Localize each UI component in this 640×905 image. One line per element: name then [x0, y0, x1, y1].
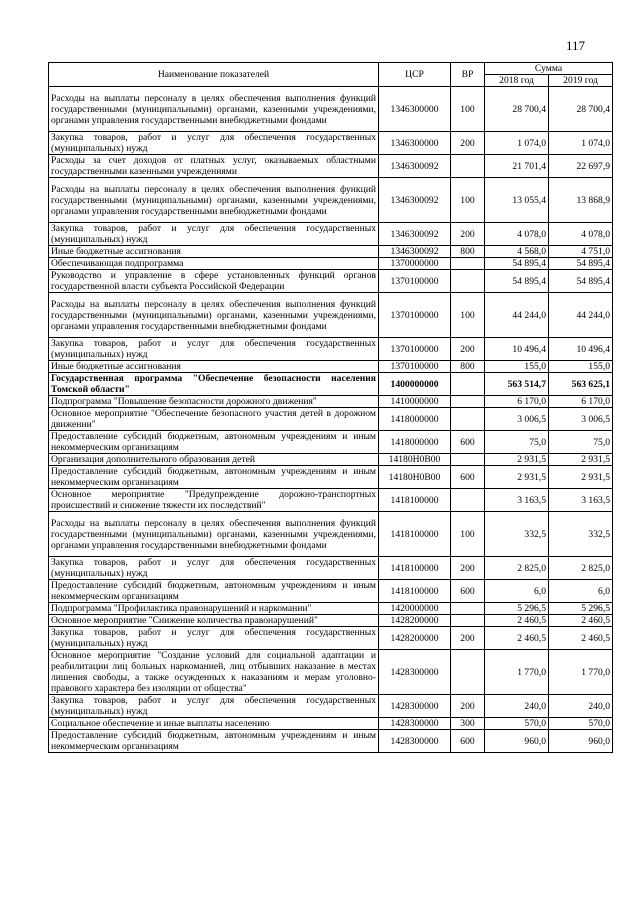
- row-sum-2019: 13 868,9: [549, 178, 613, 223]
- row-sum-2018: 563 514,7: [485, 373, 549, 396]
- row-sum-2019: 3 163,5: [549, 489, 613, 512]
- row-sum-2019: 2 931,5: [549, 454, 613, 466]
- row-vr: 200: [451, 627, 485, 650]
- row-csr: 1420000000: [379, 603, 451, 615]
- row-vr: 600: [451, 580, 485, 603]
- table-row: [49, 155, 613, 178]
- row-csr: 1428200000: [379, 615, 451, 627]
- table-row: [49, 603, 613, 615]
- row-csr: 1418100000: [379, 512, 451, 557]
- row-sum-2019: 28 700,4: [549, 87, 613, 132]
- row-sum-2019: 570,0: [549, 718, 613, 730]
- row-name: Закупка товаров, работ и услуг для обеспечения государственных (муниципальных) нужд: [49, 338, 379, 361]
- row-sum-2019: 2 460,5: [549, 627, 613, 650]
- row-csr: 14180Н0В00: [379, 454, 451, 466]
- table-row: [49, 615, 613, 627]
- row-csr: 1428300000: [379, 718, 451, 730]
- table-row: [49, 466, 613, 489]
- row-csr: 1346300092: [379, 155, 451, 178]
- table-row: [49, 223, 613, 246]
- row-sum-2018: 1 770,0: [485, 650, 549, 695]
- row-name: Расходы на выплаты персоналу в целях обеспечения выполнения функций государственными (муниципальными) органами, казенными учреждениями, органами управления государственными внебюджетными фондами: [49, 178, 379, 223]
- row-vr: 200: [451, 695, 485, 718]
- row-sum-2019: 2 825,0: [549, 557, 613, 580]
- table-row: [49, 258, 613, 270]
- row-sum-2019: 6 170,0: [549, 396, 613, 408]
- table-body: [49, 87, 613, 753]
- row-csr: 1428300000: [379, 730, 451, 753]
- row-csr: 1346300092: [379, 246, 451, 258]
- row-sum-2018: 3 163,5: [485, 489, 549, 512]
- table-row: [49, 695, 613, 718]
- row-csr: 1428300000: [379, 650, 451, 695]
- row-name: Иные бюджетные ассигнования: [49, 361, 379, 373]
- row-name: Расходы на выплаты персоналу в целях обеспечения выполнения функций государственными (муниципальными) органами, казенными учреждениями, органами управления государственными внебюджетными фондами: [49, 293, 379, 338]
- table-row: [49, 270, 613, 293]
- row-csr: 1418100000: [379, 489, 451, 512]
- row-sum-2019: 563 625,1: [549, 373, 613, 396]
- row-sum-2019: 240,0: [549, 695, 613, 718]
- row-sum-2018: 3 006,5: [485, 408, 549, 431]
- row-vr: 200: [451, 557, 485, 580]
- row-vr: 100: [451, 87, 485, 132]
- row-sum-2018: 28 700,4: [485, 87, 549, 132]
- table-row: [49, 338, 613, 361]
- row-vr: [451, 650, 485, 695]
- table-row: [49, 627, 613, 650]
- table-row: [49, 246, 613, 258]
- row-sum-2018: 1 074,0: [485, 132, 549, 155]
- row-csr: 1400000000: [379, 373, 451, 396]
- row-sum-2019: 10 496,4: [549, 338, 613, 361]
- row-sum-2019: 6,0: [549, 580, 613, 603]
- page-number: 117: [566, 38, 586, 53]
- table-row: [49, 178, 613, 223]
- row-csr: 1370100000: [379, 270, 451, 293]
- row-vr: 100: [451, 178, 485, 223]
- row-csr: 1346300000: [379, 132, 451, 155]
- row-sum-2019: 54 895,4: [549, 258, 613, 270]
- row-name: Основное мероприятие "Обеспечение безопасного участия детей в дорожном движении": [49, 408, 379, 431]
- row-name: Расходы на выплаты персоналу в целях обеспечения выполнения функций государственными (муниципальными) органами, казенными учреждениями, органами управления государственными внебюджетными фондами: [49, 87, 379, 132]
- row-name: Основное мероприятие "Создание условий для социальной адаптации и реабилитации лиц больных наркоманией, лиц отбывших наказание в местах лишения свободы, а также осужденных к наказаниям и мерам уголовно-правового характера без изоляции от общества": [49, 650, 379, 695]
- row-vr: [451, 258, 485, 270]
- row-vr: [451, 270, 485, 293]
- row-name: Закупка товаров, работ и услуг для обеспечения государственных (муниципальных) нужд: [49, 132, 379, 155]
- row-sum-2018: 2 931,5: [485, 466, 549, 489]
- row-sum-2018: 44 244,0: [485, 293, 549, 338]
- row-sum-2019: 4 078,0: [549, 223, 613, 246]
- row-vr: [451, 489, 485, 512]
- table-row: [49, 557, 613, 580]
- row-name: Предоставление субсидий бюджетным, автономным учреждениям и иным некоммерческим организациям: [49, 431, 379, 454]
- row-sum-2018: 13 055,4: [485, 178, 549, 223]
- row-sum-2019: 960,0: [549, 730, 613, 753]
- row-name: Обеспечивающая подпрограмма: [49, 258, 379, 270]
- table-row: [49, 396, 613, 408]
- table-row: [49, 580, 613, 603]
- row-sum-2018: 960,0: [485, 730, 549, 753]
- row-name: Иные бюджетные ассигнования: [49, 246, 379, 258]
- row-sum-2018: 332,5: [485, 512, 549, 557]
- row-vr: 200: [451, 338, 485, 361]
- header-year-2019: 2019 год: [549, 75, 613, 87]
- header-year-2018: 2018 год: [485, 75, 549, 87]
- row-sum-2019: 3 006,5: [549, 408, 613, 431]
- row-sum-2018: 2 931,5: [485, 454, 549, 466]
- row-sum-2019: 22 697,9: [549, 155, 613, 178]
- row-name: Руководство и управление в сфере установленных функций органов государственной власти субъекта Российской Федерации: [49, 270, 379, 293]
- row-sum-2019: 54 895,4: [549, 270, 613, 293]
- row-vr: 100: [451, 512, 485, 557]
- row-name: Организация дополнительного образования детей: [49, 454, 379, 466]
- row-vr: [451, 408, 485, 431]
- table-row: [49, 132, 613, 155]
- row-csr: 1346300092: [379, 178, 451, 223]
- row-sum-2019: 4 751,0: [549, 246, 613, 258]
- table-row: [49, 361, 613, 373]
- header-name: Наименование показателей: [49, 63, 379, 87]
- row-csr: 1428200000: [379, 627, 451, 650]
- row-name: Закупка товаров, работ и услуг для обеспечения государственных (муниципальных) нужд: [49, 223, 379, 246]
- row-vr: [451, 454, 485, 466]
- row-csr: 14180Н0В00: [379, 466, 451, 489]
- row-vr: 600: [451, 431, 485, 454]
- row-sum-2018: 54 895,4: [485, 258, 549, 270]
- row-name: Закупка товаров, работ и услуг для обеспечения государственных (муниципальных) нужд: [49, 695, 379, 718]
- row-name: Государственная программа "Обеспечение безопасности населения Томской области": [49, 373, 379, 396]
- row-vr: 200: [451, 223, 485, 246]
- row-sum-2018: 54 895,4: [485, 270, 549, 293]
- row-sum-2018: 4 078,0: [485, 223, 549, 246]
- row-vr: 100: [451, 293, 485, 338]
- row-sum-2018: 240,0: [485, 695, 549, 718]
- header-vr: ВР: [451, 63, 485, 87]
- row-sum-2018: 4 568,0: [485, 246, 549, 258]
- row-sum-2018: 75,0: [485, 431, 549, 454]
- row-name: Закупка товаров, работ и услуг для обеспечения государственных (муниципальных) нужд: [49, 627, 379, 650]
- row-sum-2018: 155,0: [485, 361, 549, 373]
- row-sum-2019: 1 074,0: [549, 132, 613, 155]
- row-sum-2019: 5 296,5: [549, 603, 613, 615]
- table-row: [49, 431, 613, 454]
- row-vr: 200: [451, 132, 485, 155]
- table-row: [49, 293, 613, 338]
- row-csr: 1346300000: [379, 87, 451, 132]
- table-row: [49, 512, 613, 557]
- table-row: [49, 730, 613, 753]
- row-sum-2018: 6 170,0: [485, 396, 549, 408]
- header-csr: ЦСР: [379, 63, 451, 87]
- table-row: [49, 408, 613, 431]
- row-vr: 600: [451, 466, 485, 489]
- row-csr: 1418100000: [379, 557, 451, 580]
- row-csr: 1370100000: [379, 293, 451, 338]
- row-vr: 800: [451, 246, 485, 258]
- row-name: Основное мероприятие "Снижение количества правонарушений": [49, 615, 379, 627]
- row-sum-2018: 10 496,4: [485, 338, 549, 361]
- table-row: [49, 373, 613, 396]
- row-name: Подпрограмма "Профилактика правонарушений и наркомании": [49, 603, 379, 615]
- table-row: [49, 87, 613, 132]
- row-sum-2018: 2 825,0: [485, 557, 549, 580]
- row-vr: [451, 615, 485, 627]
- row-sum-2019: 2 931,5: [549, 466, 613, 489]
- row-name: Закупка товаров, работ и услуг для обеспечения государственных (муниципальных) нужд: [49, 557, 379, 580]
- row-sum-2019: 332,5: [549, 512, 613, 557]
- row-csr: 1370100000: [379, 338, 451, 361]
- row-name: Подпрограмма "Повышение безопасности дорожного движения": [49, 396, 379, 408]
- row-csr: 1410000000: [379, 396, 451, 408]
- row-vr: [451, 155, 485, 178]
- row-sum-2019: 1 770,0: [549, 650, 613, 695]
- table-row: [49, 454, 613, 466]
- row-sum-2019: 155,0: [549, 361, 613, 373]
- row-sum-2018: 2 460,5: [485, 627, 549, 650]
- row-csr: 1370000000: [379, 258, 451, 270]
- table-row: [49, 718, 613, 730]
- row-vr: 300: [451, 718, 485, 730]
- row-vr: [451, 373, 485, 396]
- row-name: Основное мероприятие "Предупреждение дорожно-транспортных происшествий и снижение тяжести их последствий": [49, 489, 379, 512]
- row-sum-2019: 75,0: [549, 431, 613, 454]
- row-sum-2018: 2 460,5: [485, 615, 549, 627]
- row-sum-2018: 6,0: [485, 580, 549, 603]
- row-vr: [451, 396, 485, 408]
- row-sum-2018: 21 701,4: [485, 155, 549, 178]
- row-sum-2019: 2 460,5: [549, 615, 613, 627]
- row-name: Расходы на выплаты персоналу в целях обеспечения выполнения функций государственными (муниципальными) органами, казенными учреждениями, органами управления государственными внебюджетными фондами: [49, 512, 379, 557]
- header-sum: Сумма: [485, 63, 613, 75]
- budget-table: [48, 62, 613, 753]
- row-sum-2018: 570,0: [485, 718, 549, 730]
- row-csr: 1418000000: [379, 431, 451, 454]
- row-name: Предоставление субсидий бюджетным, автономным учреждениям и иным некоммерческим организациям: [49, 466, 379, 489]
- row-name: Расходы за счет доходов от платных услуг, оказываемых областными государственными казенными учреждениями: [49, 155, 379, 178]
- row-name: Предоставление субсидий бюджетным, автономным учреждениям и иным некоммерческим организациям: [49, 580, 379, 603]
- row-name: Предоставление субсидий бюджетным, автономным учреждениям и иным некоммерческим организациям: [49, 730, 379, 753]
- row-name: Социальное обеспечение и иные выплаты населению: [49, 718, 379, 730]
- row-csr: 1346300092: [379, 223, 451, 246]
- table-row: [49, 489, 613, 512]
- row-csr: 1428300000: [379, 695, 451, 718]
- row-csr: 1418000000: [379, 408, 451, 431]
- row-vr: 800: [451, 361, 485, 373]
- row-csr: 1370100000: [379, 361, 451, 373]
- row-csr: 1418100000: [379, 580, 451, 603]
- table-row: [49, 650, 613, 695]
- row-sum-2018: 5 296,5: [485, 603, 549, 615]
- row-sum-2019: 44 244,0: [549, 293, 613, 338]
- row-vr: [451, 603, 485, 615]
- row-vr: 600: [451, 730, 485, 753]
